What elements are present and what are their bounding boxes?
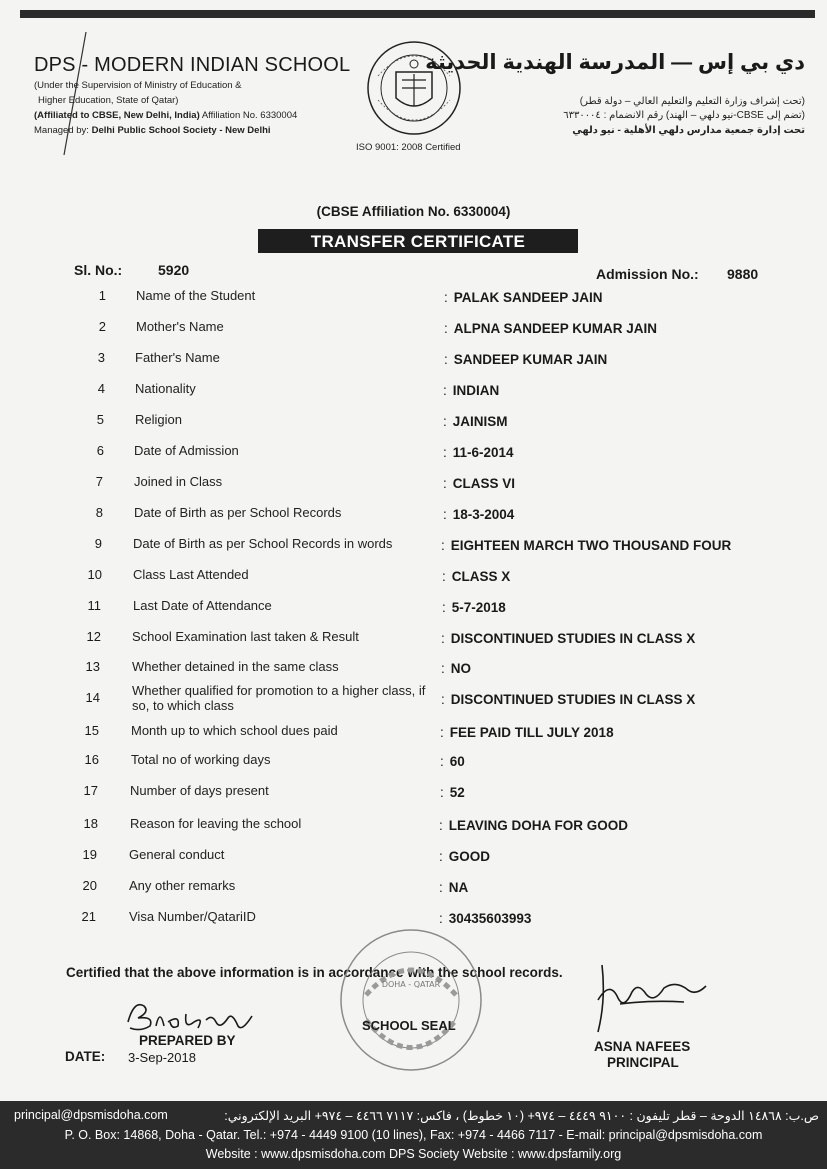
- certificate-title: TRANSFER CERTIFICATE: [258, 229, 578, 253]
- row-value-text: FEE PAID TILL JULY 2018: [449, 725, 614, 740]
- row-colon: :: [441, 692, 445, 707]
- row-value-text: DISCONTINUED STUDIES IN CLASS X: [450, 692, 696, 707]
- school-name-english: DPS - MODERN INDIAN SCHOOL: [34, 54, 351, 76]
- row-value: [444, 290, 603, 305]
- row-label: General conduct: [129, 847, 225, 862]
- arabic-affiliation-line: (تضم إلى CBSE-نيو دلهي – الهند) رقم الانضمام : ٦٣٣٠٠٠٤: [563, 110, 805, 121]
- principal-title: PRINCIPAL: [607, 1055, 679, 1070]
- affiliation-line-rest: Affiliation No. 6330004: [199, 110, 298, 121]
- row-label: Nationality: [135, 381, 196, 396]
- row-label: Father's Name: [135, 350, 220, 365]
- iso-certification: ISO 9001: 2008 Certified: [356, 142, 461, 153]
- row-value-text: INDIAN: [452, 383, 500, 398]
- row-value: [443, 507, 514, 522]
- row-label: Whether qualified for promotion to a higher class, if so, to which class: [132, 683, 426, 713]
- row-value: [442, 569, 510, 584]
- footer-email: principal@dpsmisdoha.com: [14, 1108, 168, 1122]
- row-label: Date of Birth as per School Records in words: [133, 536, 393, 551]
- table-row: [0, 877, 827, 903]
- row-value-text: GOOD: [448, 849, 491, 864]
- row-colon: :: [440, 725, 444, 740]
- row-value-text: LEAVING DOHA FOR GOOD: [448, 818, 629, 833]
- admission-number-label: Admission No.:: [596, 266, 699, 282]
- school-seal-stamp: [336, 925, 486, 1075]
- certification-statement: Certified that the above information is in accordance with the school records.: [66, 965, 563, 980]
- date-label: DATE:: [65, 1049, 106, 1064]
- row-colon: :: [439, 880, 443, 895]
- row-value-text: 5-7-2018: [451, 600, 506, 615]
- row-colon: :: [441, 631, 445, 646]
- row-value: [443, 476, 515, 491]
- row-colon: :: [440, 785, 444, 800]
- row-colon: :: [441, 538, 445, 553]
- table-row: [0, 442, 827, 468]
- row-value: [440, 785, 465, 800]
- table-row: [0, 846, 827, 872]
- table-row: [0, 628, 827, 654]
- row-colon: :: [442, 569, 446, 584]
- row-colon: :: [444, 290, 448, 305]
- affiliation-line-bold: (Affiliated to CBSE, New Delhi, India): [34, 110, 200, 121]
- row-value-text: ALPNA SANDEEP KUMAR JAIN: [453, 321, 658, 336]
- supervision-line: (Under the Supervision of Ministry of Education &: [34, 80, 242, 91]
- row-number: 9: [94, 536, 102, 551]
- row-label: Joined in Class: [134, 474, 223, 489]
- row-value: [439, 818, 628, 833]
- row-value: [439, 849, 490, 864]
- row-label: Religion: [135, 412, 182, 427]
- row-value: [443, 445, 514, 460]
- row-number: 6: [96, 443, 104, 458]
- top-border-bar: [20, 10, 815, 18]
- table-row: [0, 287, 827, 313]
- row-colon: :: [442, 600, 446, 615]
- footer-arabic-contact: ص.ب: ١٤٨٦٨ الدوحة – قطر تليفون : ٩١٠٠ ٤٤٤٩ – ٩٧٤+ (١٠ خطوط) ، فاكس: ٧١١٧ ٤٤٦٦ – ٩٧٤+ البريد الإلكتروني:: [224, 1109, 819, 1123]
- managed-by-prefix: Managed by:: [34, 125, 92, 136]
- row-number: 2: [98, 319, 106, 334]
- principal-name: ASNA NAFEES: [594, 1039, 691, 1054]
- row-label: Number of days present: [130, 783, 269, 798]
- row-colon: :: [439, 849, 443, 864]
- row-number: 16: [84, 752, 99, 767]
- row-value-text: 30435603993: [448, 911, 532, 926]
- managed-by-line: [34, 125, 271, 136]
- row-value: [444, 321, 657, 336]
- row-label: Any other remarks: [129, 878, 236, 893]
- affiliation-line: [34, 110, 297, 121]
- row-number: 14: [85, 690, 100, 705]
- row-colon: :: [443, 414, 447, 429]
- row-number: 19: [82, 847, 97, 862]
- school-seal-label: SCHOOL SEAL: [362, 1018, 456, 1033]
- row-label: Date of Admission: [134, 443, 239, 458]
- table-row: [0, 380, 827, 406]
- row-label: School Examination last taken & Result: [132, 629, 359, 644]
- row-value-text: SANDEEP KUMAR JAIN: [453, 352, 608, 367]
- preparer-signature: [120, 992, 260, 1038]
- row-colon: :: [439, 911, 443, 926]
- row-value-text: CLASS VI: [452, 476, 516, 491]
- row-colon: :: [440, 754, 444, 769]
- row-value-text: PALAK SANDEEP JAIN: [453, 290, 603, 305]
- serial-number-value: 5920: [158, 262, 190, 278]
- table-row: [0, 318, 827, 344]
- date-value: 3-Sep-2018: [128, 1050, 196, 1065]
- row-label: Last Date of Attendance: [133, 598, 272, 613]
- admission-number-value: 9880: [727, 266, 759, 282]
- row-value-text: 11-6-2014: [452, 445, 514, 460]
- row-colon: :: [439, 818, 443, 833]
- row-colon: :: [444, 352, 448, 367]
- footer-contact-line: P. O. Box: 14868, Doha - Qatar. Tel.: +974 - 4449 9100 (10 lines), Fax: +974 - 4466 7117 - E-mail: principal@dpsmisdoha.com: [64, 1128, 763, 1142]
- serial-number-label: Sl. No.:: [74, 262, 123, 278]
- row-colon: :: [443, 476, 447, 491]
- row-value-text: NA: [448, 880, 469, 895]
- row-value: [441, 631, 695, 646]
- row-label: Mother's Name: [136, 319, 224, 334]
- row-number: 17: [83, 783, 98, 798]
- row-value-text: JAINISM: [452, 414, 508, 429]
- row-label: Reason for leaving the school: [130, 816, 302, 831]
- table-row: [0, 349, 827, 375]
- table-row: [0, 683, 827, 715]
- row-number: 7: [95, 474, 103, 489]
- row-label: Total no of working days: [131, 752, 271, 767]
- table-row: [0, 658, 827, 684]
- row-number: 5: [96, 412, 104, 427]
- row-number: 18: [83, 816, 98, 831]
- row-value-text: 52: [449, 785, 465, 800]
- table-row: [0, 597, 827, 623]
- row-label: Date of Birth as per School Records: [134, 505, 342, 520]
- row-colon: :: [443, 507, 447, 522]
- row-colon: :: [443, 383, 447, 398]
- supervision-line-2: Higher Education, State of Qatar): [38, 95, 179, 106]
- row-number: 4: [97, 381, 105, 396]
- cbse-affiliation: (CBSE Affiliation No. 6330004): [316, 204, 511, 219]
- table-row: [0, 535, 827, 561]
- row-label: Class Last Attended: [133, 567, 249, 582]
- table-row: [0, 504, 827, 530]
- row-number: 1: [98, 288, 106, 303]
- table-row: [0, 473, 827, 499]
- managed-by-society: Delhi Public School Society - New Delhi: [91, 125, 271, 136]
- row-number: 13: [85, 659, 100, 674]
- arabic-supervision-line: (تحت إشراف وزارة التعليم والتعليم العالي – دولة قطر): [579, 96, 805, 107]
- row-label: Name of the Student: [136, 288, 256, 303]
- prepared-by-label: PREPARED BY: [139, 1033, 236, 1048]
- table-row: [0, 566, 827, 592]
- table-row: [0, 722, 827, 748]
- row-number: 3: [97, 350, 105, 365]
- svg-text:DOHA - QATAR: DOHA - QATAR: [381, 980, 441, 989]
- row-value-text: 18-3-2004: [452, 507, 515, 522]
- arabic-managed-line: تحت إدارة جمعية مدارس دلهي الأهلية - نيو دلهي: [572, 125, 805, 136]
- table-row: [0, 782, 827, 808]
- row-value-text: NO: [450, 661, 472, 676]
- school-crest-logo: [366, 40, 462, 136]
- row-value: [443, 383, 499, 398]
- row-value: [443, 414, 508, 429]
- row-number: 20: [82, 878, 97, 893]
- row-label: Whether detained in the same class: [132, 659, 339, 674]
- row-value: [441, 692, 695, 707]
- row-number: 21: [81, 909, 96, 924]
- row-value-text: CLASS X: [451, 569, 511, 584]
- school-name-arabic: دي بي إس — المدرسة الهندية الحديثة: [425, 51, 805, 74]
- row-value: [442, 600, 506, 615]
- row-value: [444, 352, 607, 367]
- row-value-text: EIGHTEEN MARCH TWO THOUSAND FOUR: [450, 538, 732, 553]
- row-value-text: DISCONTINUED STUDIES IN CLASS X: [450, 631, 696, 646]
- row-number: 8: [95, 505, 103, 520]
- row-value: [441, 661, 471, 676]
- footer-bar: [0, 1101, 827, 1169]
- table-row: [0, 751, 827, 777]
- row-value: [440, 754, 465, 769]
- row-colon: :: [441, 661, 445, 676]
- row-number: 15: [84, 723, 99, 738]
- row-number: 10: [87, 567, 102, 582]
- row-label: Visa Number/QatariID: [129, 909, 256, 924]
- row-number: 12: [86, 629, 101, 644]
- row-value: [439, 880, 468, 895]
- row-value: [441, 538, 731, 553]
- footer-websites: Website : www.dpsmisdoha.com DPS Society Website : www.dpsfamily.org: [205, 1147, 622, 1161]
- row-value: [439, 911, 531, 926]
- principal-signature: [580, 960, 710, 1035]
- table-row: [0, 815, 827, 841]
- row-value-text: 60: [449, 754, 465, 769]
- row-number: 11: [87, 598, 101, 613]
- row-value: [440, 725, 614, 740]
- row-colon: :: [443, 445, 447, 460]
- row-label: Month up to which school dues paid: [131, 723, 338, 738]
- table-row: [0, 411, 827, 437]
- row-colon: :: [444, 321, 448, 336]
